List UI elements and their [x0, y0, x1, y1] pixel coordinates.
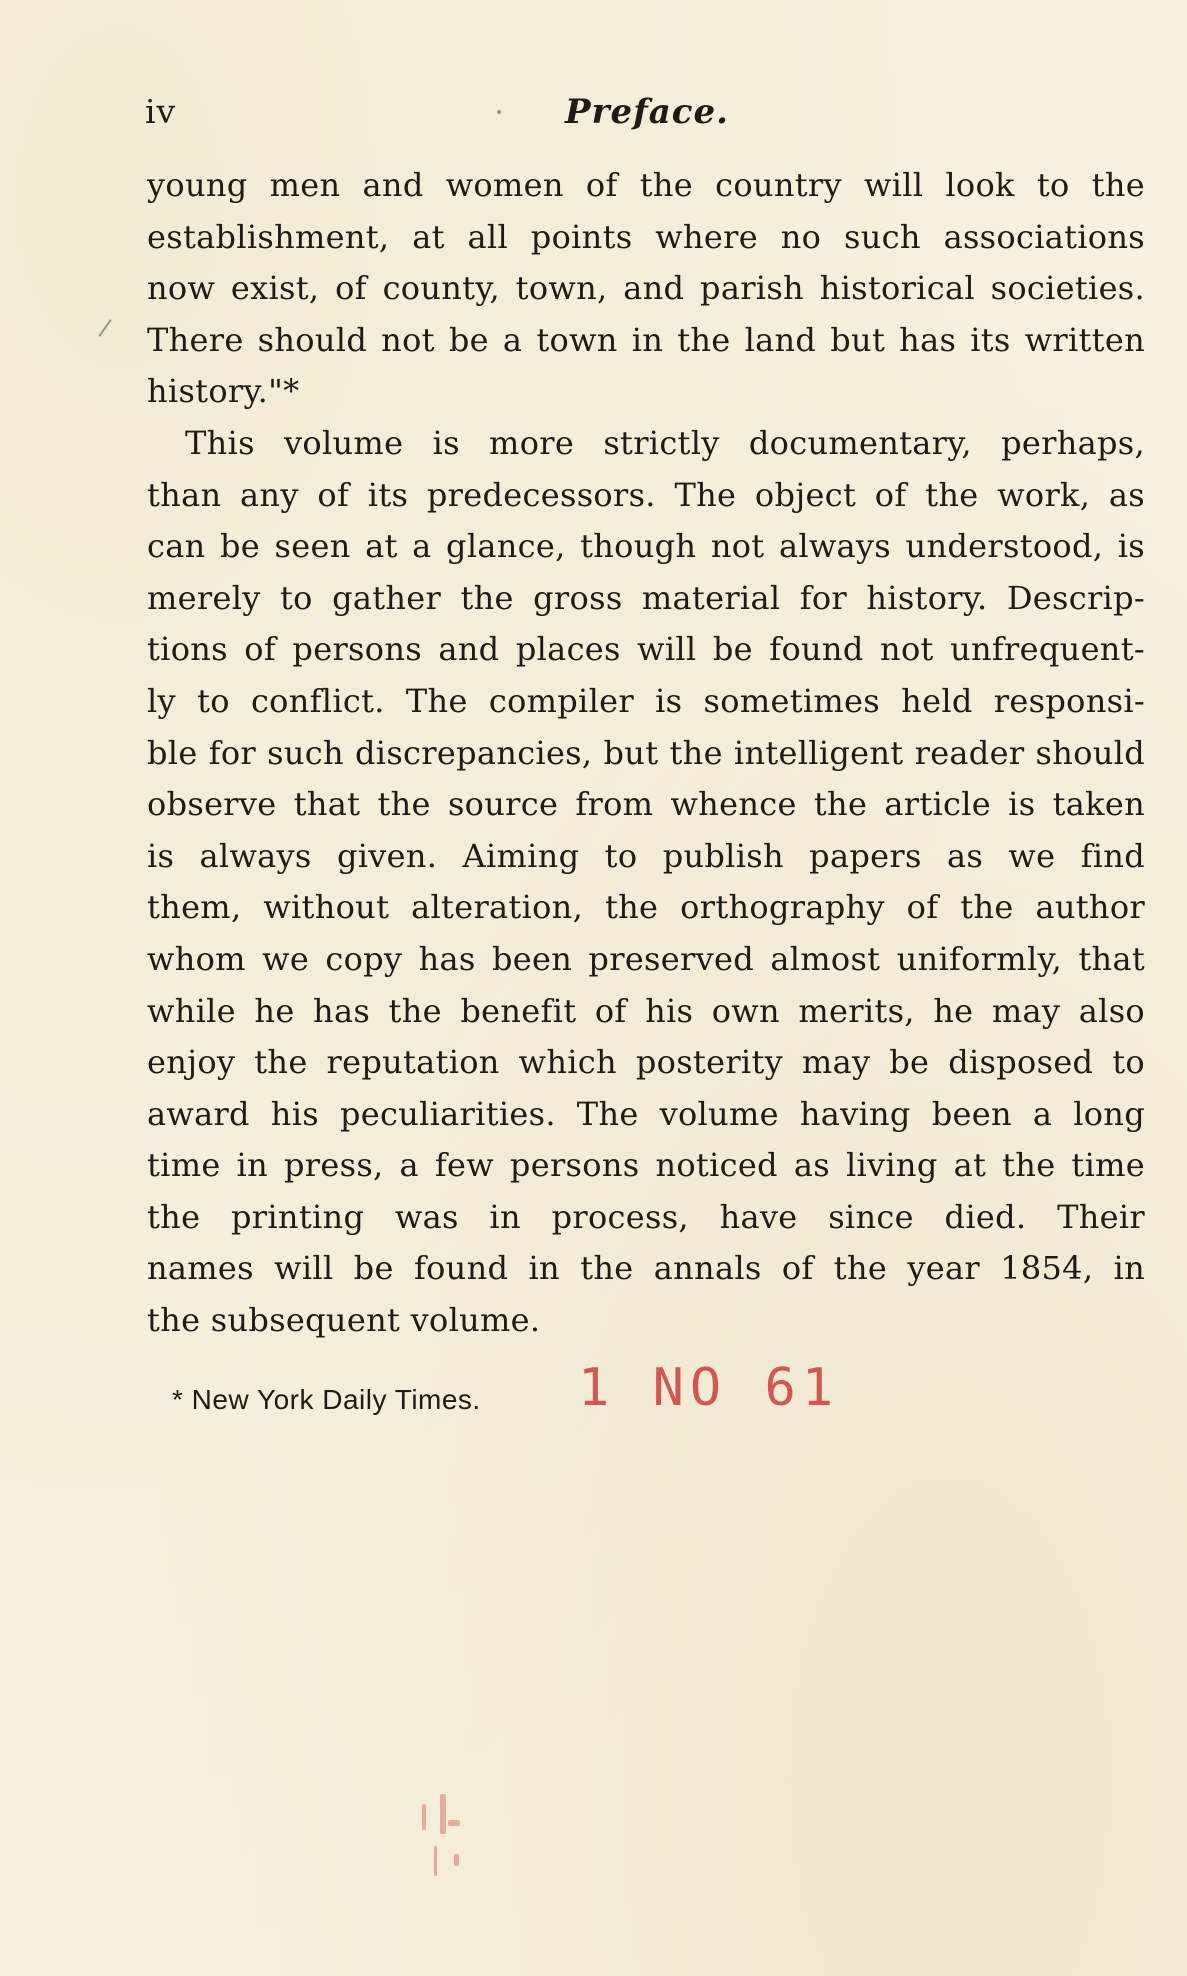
text-line: There should not be a town in the land but has its written: [147, 320, 1145, 359]
text-line: is always given. Aiming to publish papers as we find: [147, 836, 1145, 875]
text-line: them, without alteration, the orthography of the author: [147, 888, 1145, 927]
ink-bleed-mark: [410, 1790, 490, 1910]
page-number: iv: [145, 92, 177, 131]
header-dot: [497, 110, 501, 114]
text-line: tions of persons and places will be found not unfrequent-: [147, 630, 1145, 669]
text-line: award his peculiarities. The volume having been a long: [147, 1094, 1145, 1133]
text-line: This volume is more strictly documentary, perhaps,: [185, 423, 1145, 462]
running-title: Preface.: [565, 92, 729, 132]
text-line: observe that the source from whence the article is taken: [147, 785, 1145, 824]
page-header: [145, 92, 1145, 142]
footnote: * New York Daily Times.: [172, 1384, 481, 1415]
text-line: ly to conflict. The compiler is sometimes held responsi-: [147, 681, 1145, 720]
text-line: while he has the benefit of his own merits, he may also: [147, 991, 1145, 1030]
text-line: the printing was in process, have since died. Their: [147, 1197, 1145, 1236]
text-line: ble for such discrepancies, but the intelligent reader should: [147, 733, 1145, 772]
text-line: the subsequent volume.: [147, 1301, 541, 1340]
text-line: whom we copy has been preserved almost uniformly, that: [147, 939, 1145, 978]
text-line: enjoy the reputation which posterity may be disposed to: [147, 1043, 1145, 1082]
library-stamp: 1 NO 61: [578, 1358, 840, 1418]
text-line: merely to gather the gross material for history. Descrip-: [147, 578, 1145, 617]
text-line: can be seen at a glance, though not always understood, is: [147, 527, 1145, 566]
text-line: establishment, at all points where no such associations: [147, 217, 1145, 256]
body-text: [147, 160, 1145, 1347]
text-line: young men and women of the country will look to the: [147, 166, 1145, 204]
text-line: history."*: [147, 372, 300, 411]
text-line: now exist, of county, town, and parish historical societies.: [147, 269, 1145, 308]
text-line: time in press, a few persons noticed as living at the time: [147, 1146, 1145, 1185]
text-line: names will be found in the annals of the year 1854, in: [147, 1249, 1145, 1288]
text-line: than any of its predecessors. The object of the work, as: [147, 475, 1145, 514]
pencil-mark: [98, 319, 111, 337]
